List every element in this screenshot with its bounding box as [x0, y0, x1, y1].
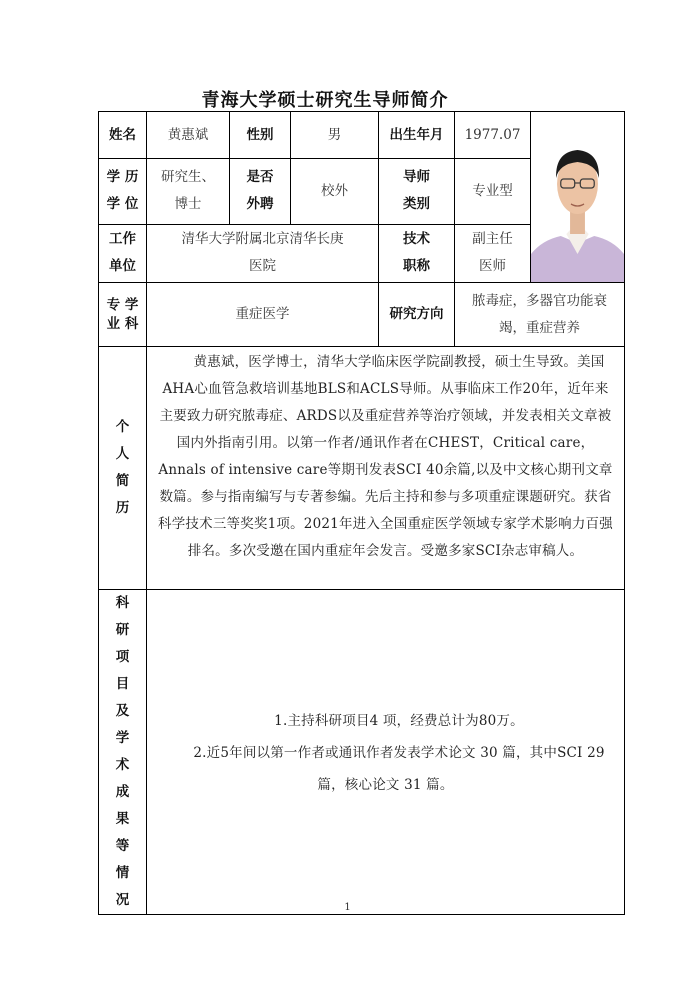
external-value: 校外 — [291, 159, 379, 224]
achievement-item: 1.主持科研项目4 项，经费总计为80万。 — [274, 713, 524, 729]
title-rank-label: 技术 职称 — [379, 224, 455, 282]
page-number: 1 — [344, 902, 351, 913]
supervisor-type-value: 专业型 — [455, 159, 531, 224]
title-rank-value: 副主任 医师 — [455, 224, 531, 282]
research-direction-value: 脓毒症，多器官功能衰 竭，重症营养 — [455, 283, 625, 347]
gender-value: 男 — [291, 112, 379, 159]
achievement-item: 2.近5年间以第一作者或通讯作者发表学术论文 30 篇，其中SCI 29 篇，核心论文 31 篇。 — [193, 745, 605, 793]
profile-table — [98, 111, 625, 915]
supervisor-type-label: 导师 类别 — [379, 159, 455, 224]
workplace-label: 工作 单位 — [99, 224, 147, 282]
specialty-value: 重症医学 — [147, 283, 379, 347]
workplace-value: 清华大学附属北京清华长庚 医院 — [147, 224, 379, 282]
specialty-label: 专 学 业 科 — [99, 283, 147, 347]
education-label: 学 历 学 位 — [99, 159, 147, 224]
education-value: 研究生、 博士 — [147, 159, 230, 224]
bio-paragraph: 黄惠斌，医学博士，清华大学临床医学院副教授，硕士生导致。美国AHA心血管急救培训基地BLS和ACLS导师。从事临床工作20年，近年来主要致力研究脓毒症、ARDS以及重症营养等治疗领域，并发表相关文章被国内外指南引用。以第一作者/通讯作者在CHEST，Critical care，Annals of intensive care等期刊发表SCI 40余篇,以及中文核心期刊文章数篇。参与指南编写与专著参编。先后主持和参与多项重症课题研究。获省科学技术三等奖奖1项。2021年进入全国重症医学领域专家学术影响力百强排名。多次受邀在国内重症年会发言。受邀多家SCI杂志审稿人。 — [158, 354, 613, 559]
name-label: 姓名 — [99, 112, 147, 159]
birth-value: 1977.07 — [455, 112, 531, 159]
gender-label: 性别 — [230, 112, 291, 159]
external-label: 是否 外聘 — [230, 159, 291, 224]
name-value: 黄惠斌 — [147, 112, 230, 159]
achievements-label: 科 研 项 目 及 学 术 成 果 等 情 况 — [99, 590, 147, 915]
research-direction-label: 研究方向 — [379, 283, 455, 347]
photo-cell — [531, 112, 625, 283]
birth-label: 出生年月 — [379, 112, 455, 159]
document-title: 青海大学硕士研究生导师简介 — [201, 90, 449, 111]
achievements-cell — [147, 590, 625, 915]
bio-text-cell — [147, 347, 625, 590]
bio-label: 个 人 简 历 — [99, 347, 147, 590]
portrait-photo — [531, 112, 624, 282]
